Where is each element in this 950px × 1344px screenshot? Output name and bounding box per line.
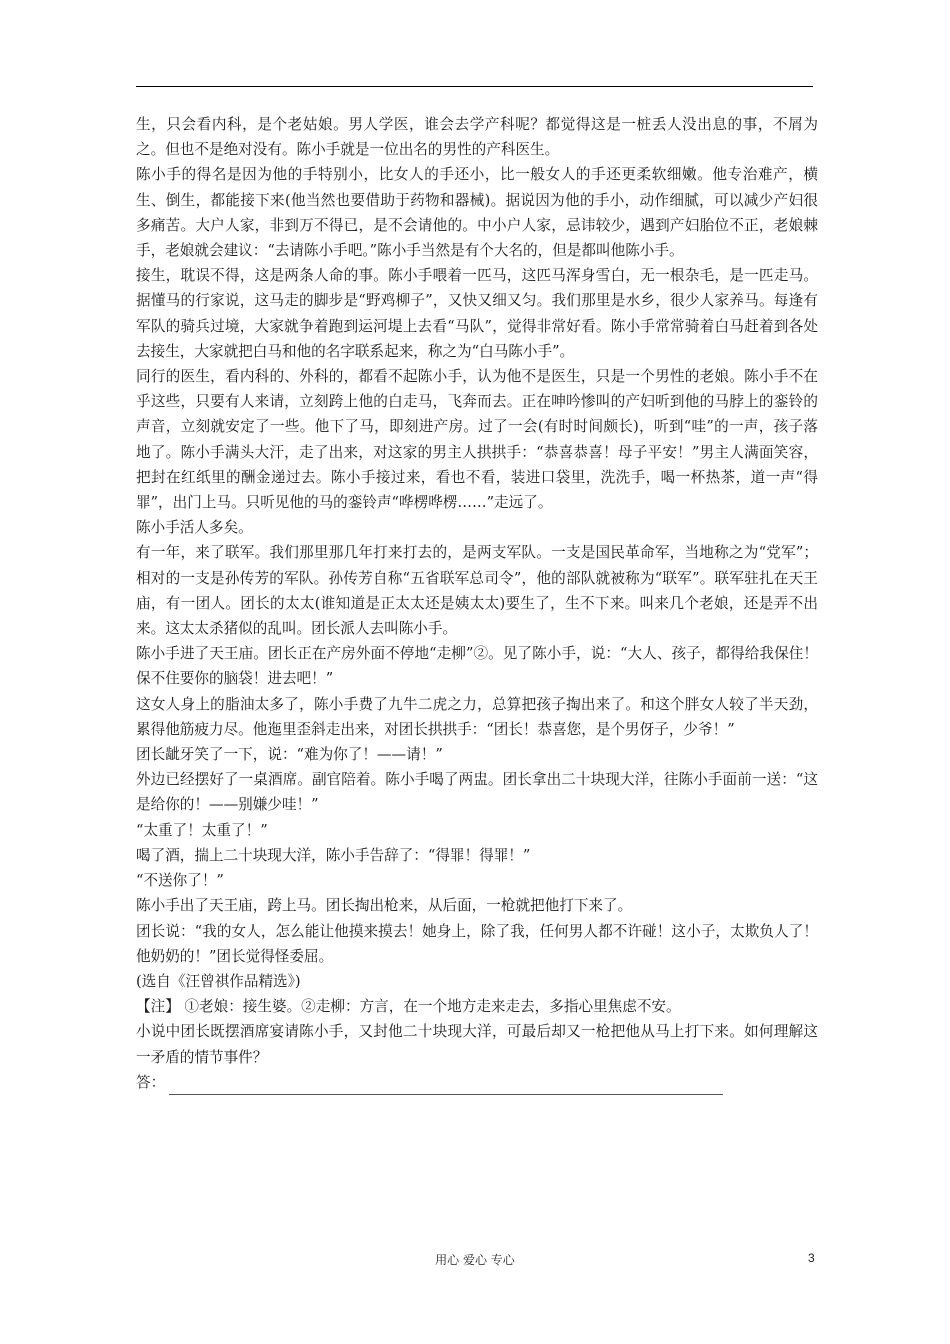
paragraph-11: “太重了！太重了！”: [136, 821, 268, 839]
paragraph-6: 有一年，来了联军。我们那里那几年打来打去的，是两支军队。一支是国民革命军，当地称之为“党军”；相对的一支是孙传芳的军队。孙传芳自称“五省联军总司令”，他的部队就被称为“联军”。联军驻扎在天王庙，有一团人。团长的太太(谁知道是正太太还是姨太太)要生了，生不下来。叫来几个老娘，还是弄不出来。这太太杀猪似的乱叫。团长派人去叫陈小手。: [136, 544, 818, 638]
paragraph-1: 生，只会看内科，是个老姑娘。男人学医，谁会去学产科呢？都觉得这是一桩丢人没出息的事，不屑为之。但也不是绝对没有。陈小手就是一位出名的男性的产科医生。: [136, 116, 818, 159]
header-rule: [136, 86, 813, 87]
paragraph-2: 陈小手的得名是因为他的手特别小，比女人的手还小，比一般女人的手还更柔软细嫩。他专治难产，横生、倒生，都能接下来(他当然也要借助于药物和器械)。据说因为他的手小，动作细腻，可以减少产妇很多痛苦。大户人家，非到万不得已，是不会请他的。中小户人家，忌讳较少，遇到产妇胎位不正，老娘棘手，老娘就会建议：“去请陈小手吧。”陈小手当然是有个大名的，但是都叫他陈小手。: [136, 166, 818, 260]
answer-label: 答：: [136, 1073, 166, 1091]
paragraph-14: 陈小手出了天王庙，跨上马。团长掏出枪来，从后面，一枪就把他打下来了。: [136, 897, 633, 915]
paragraph-8: 这女人身上的脂油太多了，陈小手费了九牛二虎之力，总算把孩子掏出来了。和这个胖女人较了半天劲，累得他筋疲力尽。他迤里歪斜走出来，对团长拱拱手：“团长！恭喜您，是个男伢子，少爷！”: [136, 695, 818, 738]
paragraph-12: 喝了酒，揣上二十块现大洋，陈小手告辞了：“得罪！得罪！”: [136, 846, 531, 864]
annotation-note: 【注】 ①老娘：接生婆。②走柳：方言，在一个地方走来走去，多指心里焦虑不安。: [136, 998, 681, 1016]
paragraph-4: 同行的医生，看内科的、外科的，都看不起陈小手，认为他不是医生，只是一个男性的老娘。陈小手不在乎这些，只要有人来请，立刻跨上他的白走马，飞奔而去。正在呻吟惨叫的产妇听到他的马脖上的銮铃的声音，立刻就安定了一些。他下了马，即刻进产房。过了一会(有时时间颇长)，听到“哇”的一声，孩子落地了。陈小手满头大汗，走了出来，对这家的男主人拱拱手：“恭喜恭喜！母子平安！”男主人满面笑容，把封在红纸里的酬金递过去。陈小手接过来，看也不看，装进口袋里，洗洗手，喝一杯热茶，道一声“得罪”，出门上马。只听见他的马的銮铃声“哗楞哗楞……”走远了。: [136, 368, 818, 512]
question-text: 小说中团长既摆酒席宴请陈小手，又封他二十块现大洋，可最后却又一枪把他从马上打下来。如何理解这一矛盾的情节事件？: [136, 1023, 818, 1066]
page-number: 3: [808, 1251, 815, 1265]
paragraph-13: “不送你了！”: [136, 872, 224, 890]
document-body: [136, 112, 818, 1095]
paragraph-5: 陈小手活人多矣。: [136, 519, 253, 537]
paragraph-15: 团长说：“我的女人，怎么能让他摸来摸去！她身上，除了我，任何男人都不许碰！这小子，太欺负人了！他奶奶的！”团长觉得怪委屈。: [136, 922, 818, 965]
answer-blank: [169, 1075, 723, 1095]
paragraph-9: 团长龇牙笑了一下，说：“难为你了！——请！”: [136, 746, 443, 764]
source-citation: (选自《汪曾祺作品精选》): [136, 972, 301, 990]
footer-text: 用心 爱心 专心: [435, 1253, 515, 1267]
paragraph-7: 陈小手进了天王庙。团长正在产房外面不停地“走柳”②。见了陈小手，说：“大人、孩子，都得给我保住！保不住要你的脑袋！进去吧！”: [136, 645, 818, 688]
paragraph-10: 外边已经摆好了一桌酒席。副官陪着。陈小手喝了两盅。团长拿出二十块现大洋，往陈小手面前一送：“这是给你的！——别嫌少哇！”: [136, 771, 818, 814]
answer-line: [136, 1070, 818, 1095]
paragraph-3: 接生，耽误不得，这是两条人命的事。陈小手喂着一匹马，这匹马浑身雪白，无一根杂毛，是一匹走马。据懂马的行家说，这马走的脚步是“野鸡柳子”，又快又细又匀。我们那里是水乡，很少人家养马。每逢有军队的骑兵过境，大家就争着跑到运河堤上去看“马队”，觉得非常好看。陈小手常常骑着白马赶着到各处去接生，大家就把白马和他的名字联系起来，称之为“白马陈小手”。: [136, 267, 818, 360]
